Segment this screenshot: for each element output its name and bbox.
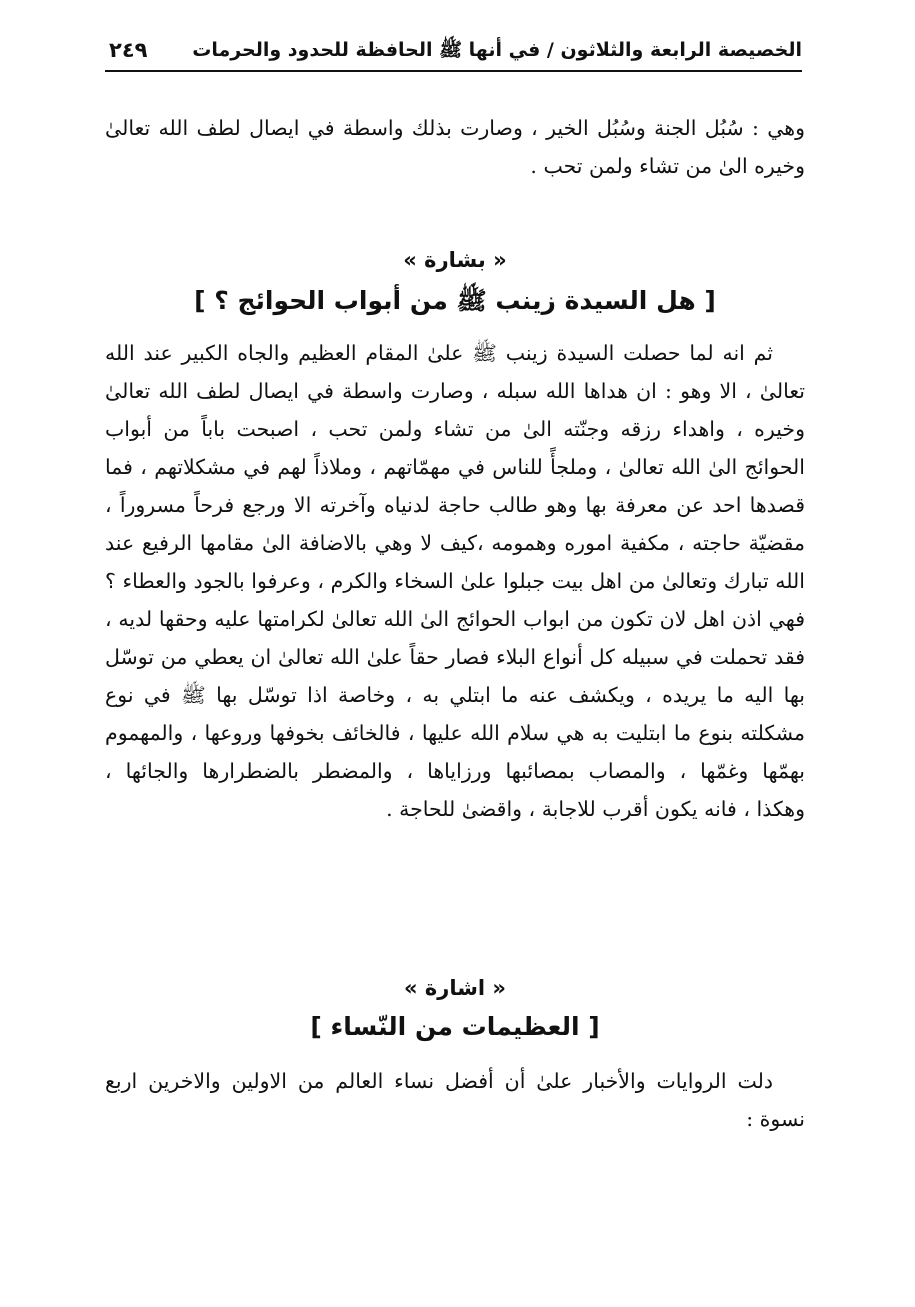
text-line: بهمّها وغمّها ، والمصاب بمصائبها ورزاياها ، والمضطر بالضطرارها والجائها ، xyxy=(105,759,805,783)
text-line: تعالىٰ ، الا وهو : ان هداها الله سبله ، وصارت واسطة في ايصال لطف الله تعالىٰ xyxy=(105,379,805,403)
section-paragraph xyxy=(105,334,805,828)
text-line: مشكلته بنوع ما ابتليت به هي سلام الله عليها ، فالخائف بخوفها وروعها ، والمهموم xyxy=(105,721,805,745)
section-label: « اشارة » xyxy=(404,976,506,1000)
text-line: وهي : سُبُل الجنة وسُبُل الخير ، وصارت بذلك واسطة في ايصال لطف الله تعالىٰ xyxy=(105,116,805,140)
text-line: دلت الروايات والأخبار علىٰ أن أفضل نساء العالم من الاولين والاخرين اربع xyxy=(105,1069,773,1093)
page-header xyxy=(105,36,802,72)
running-title: الخصيصة الرابعة والثلاثون / في أنها ﷺ الحافظة للحدود والحرمات xyxy=(192,39,802,61)
text-line: فقد تحملت في سبيله كل أنواع البلاء فصار حقاً علىٰ الله تعالىٰ ان يعطي من توسّل xyxy=(105,645,805,669)
section-title: [ العظيمات من النّساء ] xyxy=(310,1012,600,1041)
text-line: بها اليه ما يريده ، ويكشف عنه ما ابتلي به ، وخاصة اذا توسّل بها ﷺ في نوع xyxy=(105,683,805,707)
text-line: وخيره الىٰ من تشاء ولمن تحب . xyxy=(530,154,805,178)
section-label: « بشارة » xyxy=(403,248,507,272)
section-paragraph xyxy=(105,1062,805,1138)
text-line: الله تبارك وتعالىٰ من اهل بيت جبلوا علىٰ السخاء والكرم ، وعرفوا بالجود والعطاء ؟ xyxy=(105,569,805,593)
text-line: فهي اذن اهل لان تكون من ابواب الحوائج الىٰ الله تعالىٰ لكرامتها عليه وحقها لديه ، xyxy=(105,607,805,631)
text-line: نسوة : xyxy=(746,1107,805,1131)
text-line: ثم انه لما حصلت السيدة زينب ﷺ علىٰ المقام العظيم والجاه الكبير عند الله xyxy=(105,341,773,365)
section-title: [ هل السيدة زينب ﷺ من أبواب الحوائج ؟ ] xyxy=(194,286,716,315)
text-line: وخيره ، واهداء رزقه وجنّته الىٰ من تشاء ولمن تحب ، اصبحت باباً من أبواب xyxy=(105,417,805,441)
text-line: وهكذا ، فانه يكون أقرب للاجابة ، واقضىٰ للحاجة . xyxy=(386,797,805,821)
text-line: الحوائج الىٰ الله تعالىٰ ، وملجأً للناس في مهمّاتهم ، وملاذاً لهم في مشكلاتهم ، فما xyxy=(105,455,805,479)
intro-paragraph xyxy=(105,109,805,185)
text-line: قصدها احد عن معرفة بها وهو طالب حاجة لدنياه وآخرته الا ورجع فرحاً مسروراً ، xyxy=(105,493,805,517)
text-line: مقضيّة حاجته ، مكفية اموره وهمومه ،كيف لا وهي بالاضافة الىٰ مقامها الرفيع عند xyxy=(105,531,805,555)
page-number: ٢٤٩ xyxy=(109,38,148,62)
